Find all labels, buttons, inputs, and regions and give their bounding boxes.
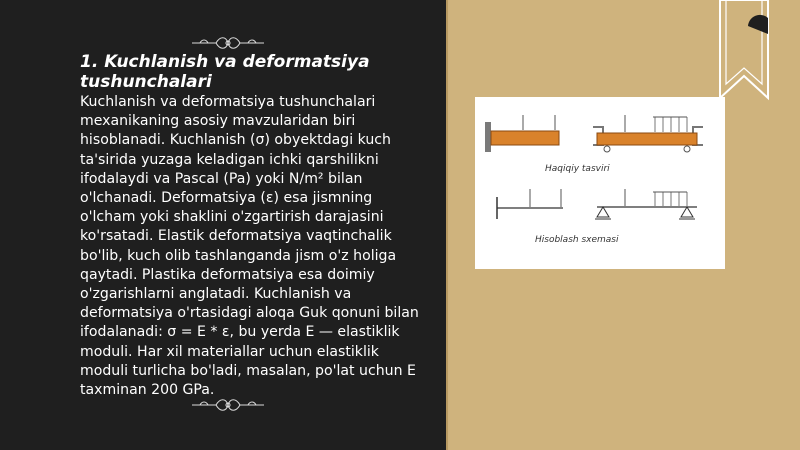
- panel-divider: [446, 0, 448, 450]
- bottom-ornament-icon: [190, 396, 266, 414]
- beam-diagram-figure: [475, 97, 725, 269]
- slide-body-text: Kuchlanish va deformatsiya tushunchalari mexanikaning asosiy mavzularidan biri hisoblanadi. Kuchlanish (σ) obyektdagi kuch ta'sirida yuzaga keladigan ichki qarshilikni ifodalaydi va Pascal (Pa) yoki N/m² bilan o'lchanadi. Deformatsiya (ε) esa jismning o'lcham yoki shaklini o'zgartirish darajasini ko'rsatadi. Elastik deformatsiya vaqtinchalik bo'lib, kuch olib tashlanganda jism o'z holiga qaytadi. Plastika deformatsiya esa doimiy o'zgarishlarni anglatadi. Kuchlanish va deformatsiya o'rtasidagi aloqa Guk qonuni bilan ifodalanadi: σ = E * ε, bu yerda E — elastiklik moduli. Har xil materiallar uchun elastiklik moduli turlicha bo'ladi, masalan, po'lat uchun E taxminan 200 GPa.: [80, 94, 419, 399]
- bookmark-icon: [718, 0, 770, 102]
- top-ornament-icon: [190, 34, 266, 52]
- figure-caption-bottom: Hisoblash sxemasi: [535, 235, 619, 245]
- slide-title: 1. Kuchlanish va deformatsiya tushunchalari: [80, 52, 370, 92]
- figure-caption-top: Haqiqiy tasviri: [545, 164, 610, 174]
